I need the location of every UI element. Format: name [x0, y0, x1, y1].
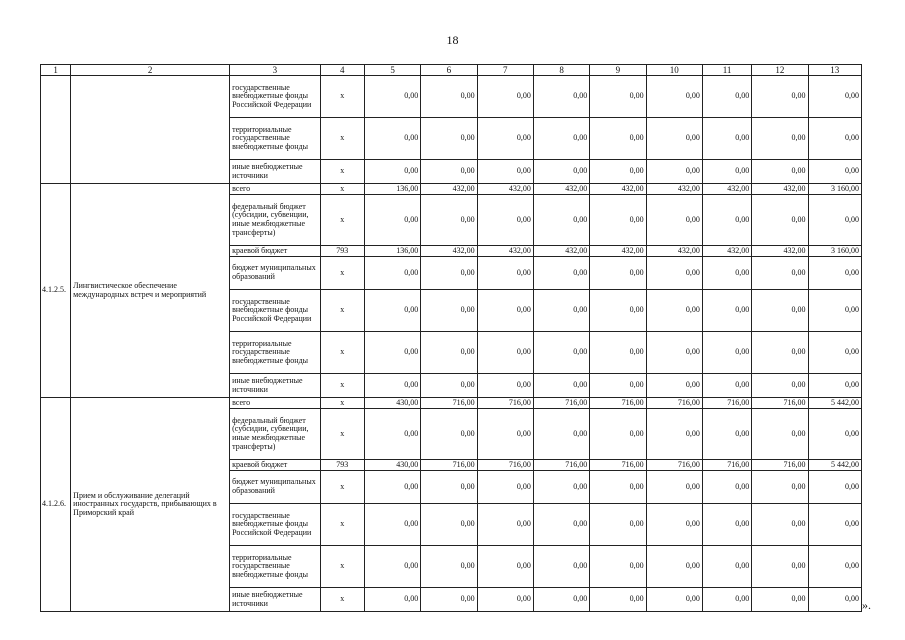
- value-cell: 432,00: [421, 184, 477, 195]
- value-cell: 0,00: [364, 374, 420, 398]
- value-cell: 0,00: [421, 409, 477, 460]
- value-cell: 0,00: [808, 471, 861, 504]
- value-cell: 0,00: [752, 257, 808, 290]
- value-cell: 432,00: [646, 246, 702, 257]
- kbk-cell: x: [320, 588, 364, 612]
- value-cell: 0,00: [533, 118, 589, 160]
- value-cell: 5 442,00: [808, 398, 861, 409]
- value-cell: 0,00: [364, 546, 420, 588]
- value-cell: 0,00: [421, 546, 477, 588]
- value-cell: 0,00: [533, 332, 589, 374]
- value-cell: 716,00: [752, 460, 808, 471]
- value-cell: 0,00: [364, 118, 420, 160]
- value-cell: 0,00: [702, 76, 751, 118]
- source-cell: государственные внебюджетные фонды Российской Федерации: [230, 76, 321, 118]
- value-cell: 0,00: [808, 118, 861, 160]
- item-name: Лингвистическое обеспечение международных встреч и мероприятий: [71, 184, 230, 398]
- value-cell: 0,00: [364, 76, 420, 118]
- value-cell: 0,00: [477, 546, 533, 588]
- value-cell: 716,00: [702, 460, 751, 471]
- value-cell: 136,00: [364, 184, 420, 195]
- value-cell: 0,00: [646, 588, 702, 612]
- value-cell: 0,00: [421, 257, 477, 290]
- value-cell: 0,00: [702, 195, 751, 246]
- source-cell: бюджет муниципальных образований: [230, 257, 321, 290]
- kbk-cell: x: [320, 118, 364, 160]
- value-cell: 716,00: [421, 398, 477, 409]
- source-cell: территориальные государственные внебюджетные фонды: [230, 546, 321, 588]
- source-cell: иные внебюджетные источники: [230, 588, 321, 612]
- value-cell: 0,00: [590, 409, 646, 460]
- value-cell: 0,00: [752, 504, 808, 546]
- value-cell: 0,00: [646, 118, 702, 160]
- kbk-cell: 793: [320, 246, 364, 257]
- source-cell: территориальные государственные внебюджетные фонды: [230, 332, 321, 374]
- value-cell: 0,00: [752, 374, 808, 398]
- value-cell: 0,00: [808, 290, 861, 332]
- value-cell: 432,00: [590, 184, 646, 195]
- table-row: [41, 184, 862, 195]
- column-number: 3: [230, 65, 321, 76]
- value-cell: 0,00: [702, 374, 751, 398]
- item-name: Прием и обслуживание делегаций иностранных государств, прибывающих в Приморский край: [71, 398, 230, 612]
- value-cell: 0,00: [702, 588, 751, 612]
- value-cell: 432,00: [421, 246, 477, 257]
- value-cell: 0,00: [477, 257, 533, 290]
- value-cell: 0,00: [808, 504, 861, 546]
- value-cell: 0,00: [421, 76, 477, 118]
- value-cell: 0,00: [421, 290, 477, 332]
- value-cell: 0,00: [808, 195, 861, 246]
- value-cell: 0,00: [808, 546, 861, 588]
- value-cell: 0,00: [477, 332, 533, 374]
- value-cell: 432,00: [533, 184, 589, 195]
- value-cell: 0,00: [590, 118, 646, 160]
- value-cell: 432,00: [702, 246, 751, 257]
- value-cell: 716,00: [590, 460, 646, 471]
- value-cell: 0,00: [364, 290, 420, 332]
- kbk-cell: x: [320, 332, 364, 374]
- value-cell: 430,00: [364, 398, 420, 409]
- value-cell: 136,00: [364, 246, 420, 257]
- column-number: 1: [41, 65, 71, 76]
- value-cell: 0,00: [590, 546, 646, 588]
- value-cell: 0,00: [590, 195, 646, 246]
- value-cell: 430,00: [364, 460, 420, 471]
- value-cell: 0,00: [364, 504, 420, 546]
- source-cell: территориальные государственные внебюджетные фонды: [230, 118, 321, 160]
- value-cell: 0,00: [808, 160, 861, 184]
- column-number: 4: [320, 65, 364, 76]
- value-cell: 0,00: [752, 409, 808, 460]
- value-cell: 716,00: [590, 398, 646, 409]
- value-cell: 0,00: [646, 409, 702, 460]
- budget-table: [40, 64, 862, 612]
- value-cell: 0,00: [752, 546, 808, 588]
- value-cell: 0,00: [646, 332, 702, 374]
- value-cell: 0,00: [808, 257, 861, 290]
- kbk-cell: x: [320, 546, 364, 588]
- source-cell: всего: [230, 398, 321, 409]
- value-cell: 0,00: [421, 504, 477, 546]
- value-cell: 3 160,00: [808, 184, 861, 195]
- value-cell: 716,00: [477, 460, 533, 471]
- value-cell: 0,00: [702, 546, 751, 588]
- kbk-cell: x: [320, 160, 364, 184]
- source-cell: государственные внебюджетные фонды Российской Федерации: [230, 504, 321, 546]
- value-cell: 0,00: [752, 160, 808, 184]
- value-cell: 0,00: [590, 332, 646, 374]
- value-cell: 0,00: [533, 290, 589, 332]
- value-cell: 0,00: [477, 118, 533, 160]
- value-cell: 0,00: [533, 195, 589, 246]
- value-cell: 0,00: [702, 471, 751, 504]
- value-cell: 0,00: [702, 290, 751, 332]
- value-cell: 432,00: [477, 246, 533, 257]
- value-cell: 0,00: [702, 332, 751, 374]
- value-cell: 0,00: [364, 588, 420, 612]
- value-cell: 0,00: [364, 332, 420, 374]
- value-cell: 0,00: [590, 257, 646, 290]
- value-cell: 0,00: [421, 588, 477, 612]
- value-cell: 0,00: [702, 257, 751, 290]
- column-number: 7: [477, 65, 533, 76]
- value-cell: 432,00: [590, 246, 646, 257]
- value-cell: 0,00: [752, 76, 808, 118]
- column-number: 5: [364, 65, 420, 76]
- item-code: 4.1.2.6.: [41, 398, 71, 612]
- source-cell: федеральный бюджет (субсидии, субвенции, иные межбюджетные трансферты): [230, 195, 321, 246]
- value-cell: 0,00: [364, 195, 420, 246]
- value-cell: 0,00: [808, 332, 861, 374]
- value-cell: 0,00: [533, 546, 589, 588]
- value-cell: 0,00: [477, 409, 533, 460]
- value-cell: 0,00: [364, 257, 420, 290]
- column-number: 12: [752, 65, 808, 76]
- value-cell: 0,00: [533, 257, 589, 290]
- value-cell: 0,00: [590, 374, 646, 398]
- source-cell: краевой бюджет: [230, 246, 321, 257]
- kbk-cell: x: [320, 409, 364, 460]
- value-cell: 0,00: [808, 409, 861, 460]
- value-cell: 0,00: [477, 374, 533, 398]
- value-cell: 0,00: [421, 332, 477, 374]
- value-cell: 0,00: [533, 409, 589, 460]
- value-cell: 0,00: [533, 588, 589, 612]
- closing-quote: ».: [862, 598, 871, 612]
- value-cell: 432,00: [533, 246, 589, 257]
- value-cell: 0,00: [808, 588, 861, 612]
- value-cell: 0,00: [702, 160, 751, 184]
- value-cell: 0,00: [702, 118, 751, 160]
- value-cell: 716,00: [477, 398, 533, 409]
- value-cell: 0,00: [421, 374, 477, 398]
- value-cell: 0,00: [477, 471, 533, 504]
- value-cell: 0,00: [646, 546, 702, 588]
- value-cell: 0,00: [752, 118, 808, 160]
- kbk-cell: x: [320, 504, 364, 546]
- source-cell: иные внебюджетные источники: [230, 160, 321, 184]
- kbk-cell: x: [320, 290, 364, 332]
- value-cell: 432,00: [752, 246, 808, 257]
- value-cell: 0,00: [364, 160, 420, 184]
- value-cell: 0,00: [646, 76, 702, 118]
- value-cell: 3 160,00: [808, 246, 861, 257]
- value-cell: 0,00: [421, 195, 477, 246]
- kbk-cell: 793: [320, 460, 364, 471]
- value-cell: 0,00: [477, 76, 533, 118]
- value-cell: 0,00: [533, 471, 589, 504]
- source-cell: государственные внебюджетные фонды Российской Федерации: [230, 290, 321, 332]
- value-cell: 432,00: [752, 184, 808, 195]
- kbk-cell: x: [320, 257, 364, 290]
- value-cell: 0,00: [477, 195, 533, 246]
- value-cell: 0,00: [808, 76, 861, 118]
- column-number: 2: [71, 65, 230, 76]
- kbk-cell: x: [320, 471, 364, 504]
- code-cell: [41, 76, 71, 184]
- source-cell: федеральный бюджет (субсидии, субвенции, иные межбюджетные трансферты): [230, 409, 321, 460]
- value-cell: 0,00: [590, 588, 646, 612]
- value-cell: 0,00: [590, 471, 646, 504]
- value-cell: 432,00: [646, 184, 702, 195]
- source-cell: всего: [230, 184, 321, 195]
- value-cell: 0,00: [646, 195, 702, 246]
- value-cell: 0,00: [646, 257, 702, 290]
- value-cell: 716,00: [646, 460, 702, 471]
- value-cell: 0,00: [421, 118, 477, 160]
- value-cell: 0,00: [752, 290, 808, 332]
- source-cell: бюджет муниципальных образований: [230, 471, 321, 504]
- value-cell: 716,00: [702, 398, 751, 409]
- value-cell: 0,00: [590, 76, 646, 118]
- value-cell: 0,00: [752, 471, 808, 504]
- table-row: [41, 76, 862, 118]
- value-cell: 0,00: [646, 160, 702, 184]
- column-number: 6: [421, 65, 477, 76]
- kbk-cell: x: [320, 76, 364, 118]
- value-cell: 0,00: [808, 374, 861, 398]
- column-number: 13: [808, 65, 861, 76]
- value-cell: 0,00: [364, 409, 420, 460]
- value-cell: 0,00: [533, 160, 589, 184]
- kbk-cell: x: [320, 195, 364, 246]
- value-cell: 0,00: [590, 504, 646, 546]
- kbk-cell: x: [320, 184, 364, 195]
- value-cell: 0,00: [477, 160, 533, 184]
- value-cell: 0,00: [477, 588, 533, 612]
- header-row: [41, 65, 862, 76]
- value-cell: 0,00: [752, 588, 808, 612]
- column-number: 10: [646, 65, 702, 76]
- value-cell: 0,00: [533, 76, 589, 118]
- name-cell: [71, 76, 230, 184]
- value-cell: 0,00: [752, 332, 808, 374]
- value-cell: 0,00: [752, 195, 808, 246]
- value-cell: 0,00: [590, 160, 646, 184]
- value-cell: 716,00: [752, 398, 808, 409]
- value-cell: 716,00: [646, 398, 702, 409]
- value-cell: 0,00: [702, 504, 751, 546]
- value-cell: 0,00: [646, 290, 702, 332]
- value-cell: 716,00: [533, 460, 589, 471]
- item-code: 4.1.2.5.: [41, 184, 71, 398]
- value-cell: 0,00: [477, 504, 533, 546]
- value-cell: 716,00: [533, 398, 589, 409]
- kbk-cell: x: [320, 398, 364, 409]
- value-cell: 0,00: [646, 374, 702, 398]
- value-cell: 0,00: [533, 374, 589, 398]
- value-cell: 432,00: [702, 184, 751, 195]
- page-number: 18: [446, 33, 459, 47]
- value-cell: 0,00: [477, 290, 533, 332]
- value-cell: 716,00: [421, 460, 477, 471]
- value-cell: 0,00: [646, 471, 702, 504]
- value-cell: 0,00: [421, 471, 477, 504]
- value-cell: 0,00: [646, 504, 702, 546]
- value-cell: 0,00: [364, 471, 420, 504]
- source-cell: иные внебюджетные источники: [230, 374, 321, 398]
- value-cell: 432,00: [477, 184, 533, 195]
- value-cell: 0,00: [702, 409, 751, 460]
- source-cell: краевой бюджет: [230, 460, 321, 471]
- kbk-cell: x: [320, 374, 364, 398]
- value-cell: 0,00: [590, 290, 646, 332]
- table-row: [41, 398, 862, 409]
- value-cell: 5 442,00: [808, 460, 861, 471]
- column-number: 8: [533, 65, 589, 76]
- column-number: 9: [590, 65, 646, 76]
- value-cell: 0,00: [533, 504, 589, 546]
- column-number: 11: [702, 65, 751, 76]
- value-cell: 0,00: [421, 160, 477, 184]
